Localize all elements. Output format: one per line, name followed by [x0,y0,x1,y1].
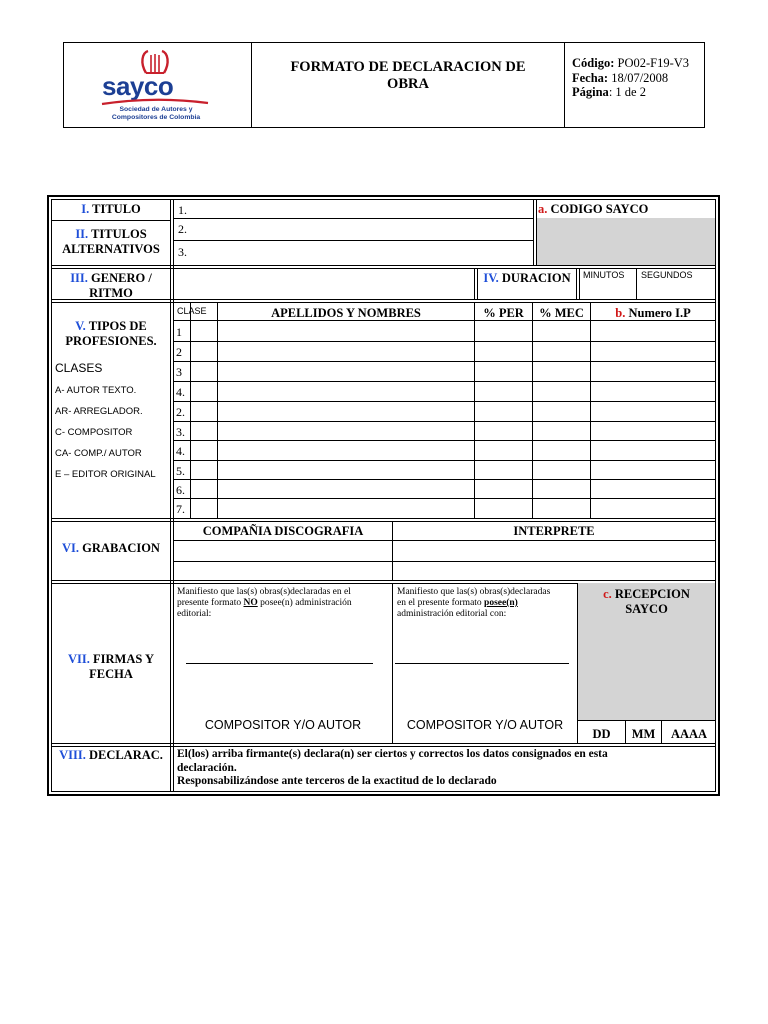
recepcion-sayco-label: c. RECEPCION SAYCO [603,587,690,616]
clase-item: A- AUTOR TEXTO. [55,385,137,396]
no-administracion-text: Manifiesto que las(s) obras(s)declaradas en el presente formato NO posee(n) administración editorial: [177,587,352,619]
titulos-alternativos-label: II. TITULOS ALTERNATIVOS [62,227,160,256]
profesion-row-number: 4. [176,385,185,399]
profesion-row-number: 1 [176,325,182,339]
inner-frame [715,199,716,792]
col-numero-ip-header: b. Numero I.P [615,306,691,320]
clase-item: CA- COMP./ AUTOR [55,448,142,459]
month-label: MM [631,727,656,741]
duracion-label: IV. DURACION [483,271,571,285]
signature-caption-right: COMPOSITOR Y/O AUTOR [406,718,564,732]
profesion-row-number: 5. [176,464,185,478]
tipos-profesiones-label: V. TIPOS DE PROFESIONES. [65,319,157,348]
minutos-label: MINUTOS [583,270,625,280]
document-header [63,42,705,128]
profesion-row-number: 4. [176,444,185,458]
profesion-row-number: 6. [176,483,185,497]
profesion-row-number: 7. [176,502,185,516]
titulo-alt-row-3[interactable]: 3. [178,245,187,259]
profesion-row-number: 3 [176,365,182,379]
titulo-row-1[interactable]: 1. [178,203,187,217]
signature-caption-left: COMPOSITOR Y/O AUTOR [204,718,362,732]
declaracion-text: El(los) arriba firmante(s) declara(n) ser ciertos y correctos los datos consignados en esta declaración. Responsabilizándose ante terceros de la exactitud de lo declarado [177,748,608,787]
titulo-label: I. TITULO [81,202,141,216]
col-compania-header: COMPAÑIA DISCOGRAFIA [202,524,364,538]
col-clase-header: CLASE [177,306,207,316]
document-code-block: Código: PO02-F19-V3 Fecha: 18/07/2008 Página: 1 de 2 [572,56,690,99]
profesion-row-number: 2 [176,345,182,359]
col-interprete-header: INTERPRETE [513,524,595,538]
header-divider [564,43,565,127]
si-administracion-text: Manifiesto que las(s) obras(s)declaradas en el presente formato posee(n) administración editorial con: [397,587,551,619]
col-mec-header: % MEC [539,306,584,320]
titulo-alt-row-2[interactable]: 2. [178,222,187,236]
codigo-sayco-label: a. CODIGO SAYCO [538,202,649,216]
clase-item: AR- ARREGLADOR. [55,406,143,417]
clases-title: CLASES [55,361,103,375]
inner-frame [51,791,716,792]
col-per-header: % PER [483,306,524,320]
firmas-fecha-label: VII. FIRMAS Y FECHA [67,652,154,681]
genero-ritmo-label: III. GENERO / RITMO [70,271,152,300]
declaracion-label: VIII. DECLARAC. [59,748,163,762]
signature-line-left[interactable] [186,663,373,664]
year-label: AAAA [670,727,708,741]
logo-word: sayco [102,71,174,101]
profesion-row-number: 3. [176,425,185,439]
clase-item: E – EDITOR ORIGINAL [55,469,156,480]
clase-item: C- COMPOSITOR [55,427,133,438]
grabacion-label: VI. GRABACION [62,541,160,555]
logo-subtitle: Sociedad de Autores y Compositores de Colombia [111,106,201,121]
day-label: DD [592,727,611,741]
codigo-sayco-box [537,218,715,265]
sayco-logo [96,49,216,125]
segundos-label: SEGUNDOS [641,270,693,280]
document-title: FORMATO DE DECLARACION DE OBRA [290,59,526,92]
profesion-row-number: 2. [176,405,185,419]
col-names-header: APELLIDOS Y NOMBRES [271,306,421,320]
logo-swoosh [100,98,210,106]
signature-line-right[interactable] [395,663,569,664]
inner-frame [51,199,716,200]
